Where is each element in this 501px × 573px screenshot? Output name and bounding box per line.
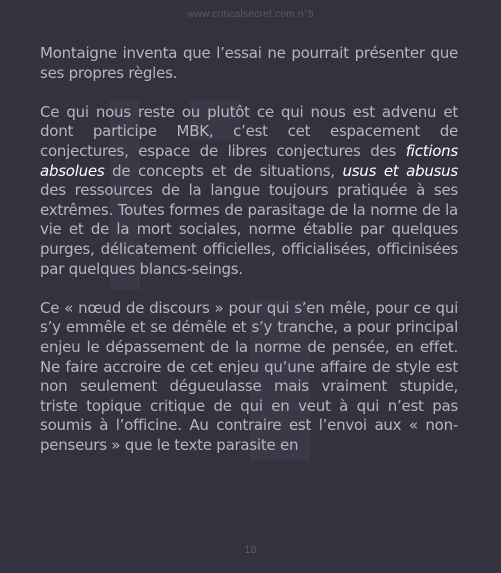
text-run: Ce qui nous reste ou plutôt ce qui nous est advenu et dont participe MBK, c’est cet espacement de conjectures, espace de libres conjectures des [40, 102, 458, 160]
text-run: Ce « nœud de discours » pour qui s’en mêle, pour ce qui s’y emmêle et se démêle et s’y tranche, a pour principal enjeu le dépassement de la norme de pensée, en effet. Ne faire accroire de cet enjeu qu’une affaire de style est non seulement dégueulasse mais vraiment stupide, triste topique critique de qui en veut à qui n’est pas soumis à l’officine. Au contraire est l’envoi aux « non-penseurs » que le texte parasite en [40, 298, 458, 454]
site-header: www.criticalsecret.com n°5 [187, 9, 314, 20]
text-run: Montaigne inventa que l’essai ne pourrait présenter que ses propres règles. [40, 44, 458, 82]
paragraph-1 [40, 44, 458, 83]
paragraph-3 [40, 299, 458, 456]
page-number: 18 [244, 544, 257, 556]
emphasis-text: fictions absolues [40, 141, 458, 180]
text-run: de concepts et de situations, [104, 161, 343, 180]
text-run: des ressources de la langue toujours pratiquée à ses extrêmes. Toutes formes de parasitage de la norme de la vie et de la mort sociales, norme établie par quelques purges, délicatement officielles, officialisées, officinisées par quelques blancs-seings. [40, 181, 458, 278]
body-text [40, 44, 458, 475]
emphasis-text: usus et abusus [342, 161, 458, 180]
paragraph-2 [40, 103, 458, 279]
